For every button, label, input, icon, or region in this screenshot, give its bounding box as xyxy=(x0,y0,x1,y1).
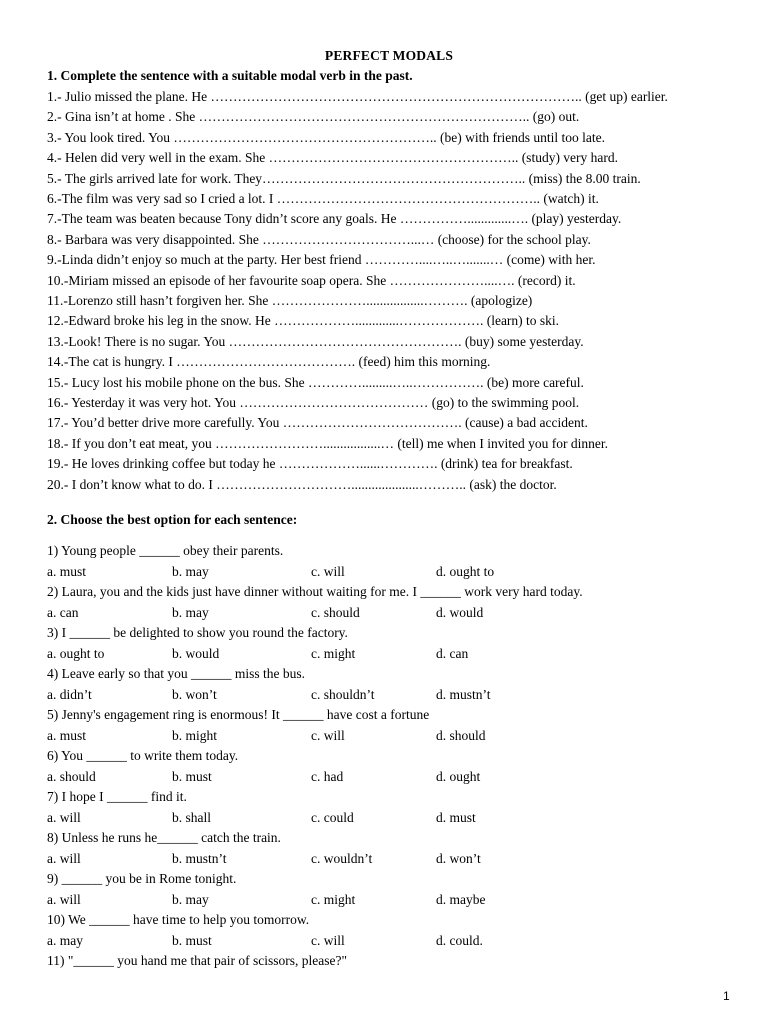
answer-option: c. might xyxy=(311,645,356,661)
exercise-1-item: 17.- You’d better drive more carefully. You …………………………………. (cause) a bad accident. xyxy=(47,415,588,431)
exercise-1-item: 12.-Edward broke his leg in the snow. He ……………….............………………. (learn) to ski. xyxy=(47,313,560,329)
exercise-1-item: 6.-The film was very sad so I cried a lot. I ………………………………………………….. (watch) it. xyxy=(47,191,599,206)
exercise-1-item: 20.- I don’t know what to do. I …………………………....................……….. (ask) the doctor. xyxy=(47,476,557,492)
exercise-2-question: 10) We ______ have time to help you tomorrow. xyxy=(47,912,310,927)
exercise-1-item: 7.-The team was beaten because Tony didn’t score any goals. He …………….............…. (play) yesterday. xyxy=(47,211,622,227)
answer-option: a. must xyxy=(47,563,86,579)
answer-option: b. might xyxy=(172,727,218,743)
answer-option: a. will xyxy=(47,850,81,866)
answer-option: d. mustn’t xyxy=(436,686,491,702)
answer-option: a. must xyxy=(47,727,86,743)
answer-option: a. may xyxy=(47,932,83,948)
exercise-2-question: 3) I ______ be delighted to show you round the factory. xyxy=(47,625,348,640)
exercise-1-item: 8.- Barbara was very disappointed. She ……………………………...… (choose) for the school play. xyxy=(47,231,591,247)
answer-option: c. wouldn’t xyxy=(311,850,373,866)
answer-option: a. should xyxy=(47,768,96,784)
answer-option: d. maybe xyxy=(436,891,486,907)
answer-option: d. ought xyxy=(436,768,481,784)
exercise-1-item: 15.- Lucy lost his mobile phone on the bus. She ………….........…..……………. (be) more careful. xyxy=(47,374,584,390)
answer-option: a. can xyxy=(47,604,79,620)
answer-option: b. must xyxy=(172,768,212,784)
answer-option: d. won’t xyxy=(436,850,481,866)
exercise-2-question: 4) Leave early so that you ______ miss the bus. xyxy=(47,666,305,681)
exercise-2-question: 7) I hope I ______ find it. xyxy=(47,789,187,804)
answer-option: a. ought to xyxy=(47,645,105,661)
exercise-1-item: 3.- You look tired. You ………………………………………………….. (be) with friends until too late. xyxy=(47,129,605,145)
answer-option: b. shall xyxy=(172,809,211,825)
answer-option: c. should xyxy=(311,604,360,620)
answer-option: c. will xyxy=(311,932,345,948)
answer-option: b. may xyxy=(172,563,209,579)
exercise-2-question: 5) Jenny's engagement ring is enormous! It ______ have cost a fortune xyxy=(47,707,430,722)
page-number: 1 xyxy=(723,989,730,1003)
exercise-2-question: 11) "______ you hand me that pair of scissors, please?" xyxy=(47,953,347,968)
answer-option: c. will xyxy=(311,563,345,579)
answer-option: c. shouldn’t xyxy=(311,686,375,702)
answer-option: d. can xyxy=(436,645,469,661)
section-2-heading: 2. Choose the best option for each sentence: xyxy=(47,512,298,527)
answer-option: b. would xyxy=(172,645,220,661)
exercise-2-question: 8) Unless he runs he______ catch the train. xyxy=(47,830,281,845)
exercise-1-item: 9.-Linda didn’t enjoy so much at the party. Her best friend …………....…..….......… (come) with her. xyxy=(47,252,596,268)
exercise-1-item: 14.-The cat is hungry. I …………………………………. (feed) him this morning. xyxy=(47,354,491,370)
exercise-1-item: 4.- Helen did very well in the exam. She ……………………………………………….. (study) very hard. xyxy=(47,150,619,166)
exercise-1-item: 18.- If you don’t eat meat, you …………………….................… (tell) me when I invited you for dinner. xyxy=(47,435,609,451)
section-1-heading: 1. Complete the sentence with a suitable modal verb in the past. xyxy=(47,68,413,83)
exercise-1-item: 5.- The girls arrived late for work. They………………………………………………….. (miss) the 8.00 train. xyxy=(47,170,641,186)
exercise-2-question: 2) Laura, you and the kids just have dinner without waiting for me. I ______ work very hard today. xyxy=(47,584,583,599)
answer-option: d. would xyxy=(436,604,484,620)
exercise-1-item: 10.-Miriam missed an episode of her favourite soap opera. She …………………....…. (record) it. xyxy=(47,272,576,288)
page-title: PERFECT MODALS xyxy=(324,48,454,63)
answer-option: d. ought to xyxy=(436,563,495,579)
answer-option: b. must xyxy=(172,932,212,948)
answer-option: d. must xyxy=(436,809,476,825)
answer-option: b. mustn’t xyxy=(172,850,227,866)
answer-option: a. will xyxy=(47,891,81,907)
exercise-2-question: 9) ______ you be in Rome tonight. xyxy=(47,871,237,886)
answer-option: d. should xyxy=(436,727,486,743)
answer-option: c. will xyxy=(311,727,345,743)
answer-option: b. may xyxy=(172,604,209,620)
exercise-1-item: 19.- He loves drinking coffee but today he ………………......…………. (drink) tea for breakfast. xyxy=(47,456,573,472)
exercise-2-question: 6) You ______ to write them today. xyxy=(47,748,239,763)
exercise-1-item: 11.-Lorenzo still hasn’t forgiven her. She ………………….................………. (apologize) xyxy=(47,293,533,308)
exercise-1-item: 16.- Yesterday it was very hot. You …………………………………… (go) to the swimming pool. xyxy=(47,395,580,410)
exercise-2-question: 1) Young people ______ obey their parents. xyxy=(47,543,284,558)
answer-option: d. could. xyxy=(436,932,483,948)
answer-option: b. may xyxy=(172,891,209,907)
answer-option: c. could xyxy=(311,809,354,825)
answer-option: c. had xyxy=(311,768,344,784)
answer-option: c. might xyxy=(311,891,356,907)
answer-option: a. didn’t xyxy=(47,686,92,702)
answer-option: a. will xyxy=(47,809,81,825)
answer-option: b. won’t xyxy=(172,686,217,702)
exercise-1-item: 1.- Julio missed the plane. He ……………………………………………………………………….. (get up) earlier. xyxy=(47,89,668,104)
exercise-1-item: 13.-Look! There is no sugar. You ……………………………………………. (buy) some yesterday. xyxy=(47,333,584,349)
exercise-1-item: 2.- Gina isn’t at home . She ……………………………………………………………….. (go) out. xyxy=(47,109,580,125)
